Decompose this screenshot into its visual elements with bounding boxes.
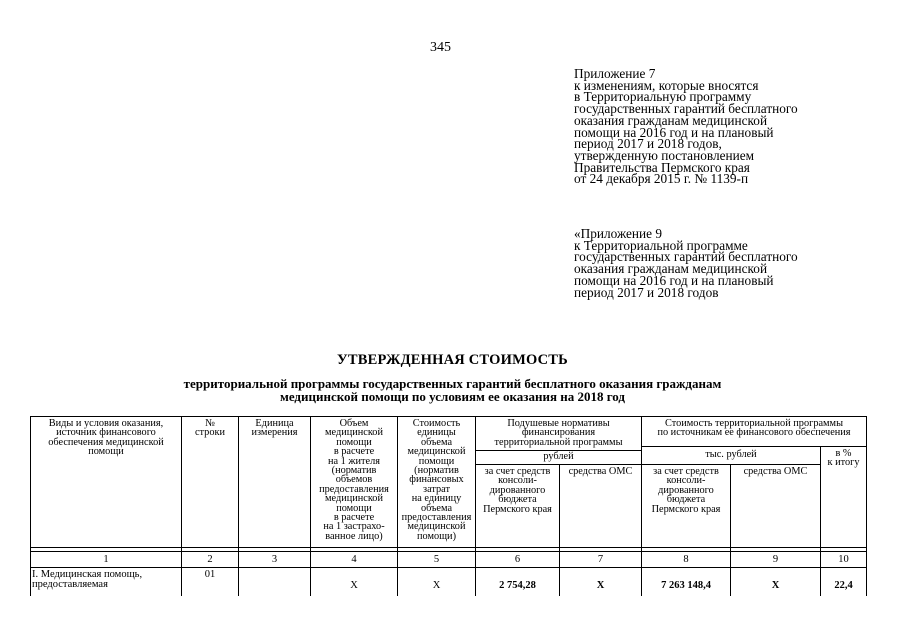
header-line: объема bbox=[420, 436, 453, 448]
header-line: объемов bbox=[335, 474, 373, 486]
table-col-divider bbox=[820, 446, 821, 596]
header-types-of-care bbox=[31, 419, 181, 457]
annex-7-caption bbox=[574, 68, 798, 185]
table-border-top bbox=[30, 416, 866, 417]
header-line: на единицу bbox=[411, 493, 462, 505]
header-line: (норматив bbox=[331, 465, 377, 477]
annex-line: в Территориальную программу bbox=[574, 89, 752, 105]
header-unit bbox=[239, 419, 310, 438]
header-line: в % bbox=[835, 448, 852, 459]
table-rule bbox=[475, 464, 820, 465]
header-line: за счет средств bbox=[484, 466, 551, 477]
header-line: Виды и условия оказания, bbox=[48, 418, 164, 429]
header-line: помощи bbox=[336, 502, 372, 514]
column-number: 8 bbox=[683, 554, 689, 565]
header-line: объема bbox=[420, 502, 453, 514]
annex-line: оказания гражданам медицинской bbox=[574, 261, 768, 277]
header-program-cost bbox=[642, 419, 866, 438]
header-line: за счет средств bbox=[653, 466, 719, 477]
row-name-line: предоставляемая bbox=[32, 579, 108, 590]
annex-line: помощи на 2016 год и на плановый bbox=[574, 272, 774, 288]
annex-line: к Территориальной программе bbox=[574, 237, 748, 253]
row-unit-cost: Х bbox=[432, 580, 441, 591]
header-line: в расчете bbox=[333, 446, 375, 458]
header-line: медицинской bbox=[325, 427, 383, 439]
header-line: бюджета bbox=[498, 494, 537, 506]
annex-line: «Приложение 9 bbox=[574, 226, 662, 241]
table-rule bbox=[641, 446, 866, 447]
header-line: финансовых bbox=[409, 474, 464, 486]
header-line: предоставления bbox=[319, 483, 389, 495]
annex-line: помощи на 2016 год и на плановый bbox=[574, 124, 774, 140]
row-per-capita-oms: Х bbox=[596, 580, 605, 591]
header-per-capita-norms bbox=[476, 419, 641, 447]
header-line: медицинской bbox=[325, 493, 383, 505]
header-line: помощи bbox=[88, 446, 124, 458]
column-number: 7 bbox=[597, 554, 604, 565]
header-line: бюджета bbox=[666, 494, 706, 506]
table-rule bbox=[30, 547, 866, 548]
header-line: Стоимость bbox=[412, 418, 461, 429]
header-line: консоли- bbox=[498, 475, 537, 487]
annex-line: Правительства Пермского края bbox=[574, 159, 750, 175]
header-line: Стоимость территориальной программы bbox=[664, 418, 843, 429]
column-number: 2 bbox=[207, 554, 213, 565]
column-number: 6 bbox=[514, 554, 521, 565]
header-line: (норматив bbox=[414, 465, 459, 477]
header-line: обеспечения медицинской bbox=[48, 436, 164, 448]
header-line: строки bbox=[194, 427, 225, 439]
header-line: к итогу bbox=[827, 457, 860, 469]
annex-line: период 2017 и 2018 годов bbox=[574, 284, 719, 300]
document-subtitle-line1: территориальной программы государственных гарантий бесплатного оказания гражданам bbox=[183, 376, 722, 391]
table-col-divider bbox=[730, 464, 731, 596]
table-col-divider bbox=[559, 464, 560, 596]
header-line: № bbox=[205, 418, 215, 429]
row-percent: 22,4 bbox=[834, 580, 853, 591]
annex-line: утвержденную постановлением bbox=[574, 147, 755, 163]
header-line: консоли- bbox=[666, 475, 706, 487]
annex-line: Приложение 7 bbox=[574, 66, 656, 81]
header-line: по источникам ее финансового обеспечения bbox=[657, 427, 851, 439]
header-unit-thousand-rubles: тыс. рублей bbox=[705, 449, 757, 460]
header-line: на 1 жителя bbox=[328, 455, 380, 467]
header-budget-per-capita bbox=[476, 467, 559, 514]
header-line: единицы bbox=[417, 427, 456, 439]
header-line: источник финансового bbox=[56, 427, 156, 439]
header-line: Единица bbox=[255, 418, 294, 429]
annex-line: государственных гарантий бесплатного bbox=[574, 101, 798, 117]
header-budget-total bbox=[642, 467, 730, 514]
annex-line: государственных гарантий бесплатного bbox=[574, 249, 798, 265]
row-volume: Х bbox=[350, 580, 358, 591]
row-line-number: 01 bbox=[204, 569, 216, 580]
column-number: 5 bbox=[433, 554, 440, 565]
header-line: финансирования bbox=[521, 427, 596, 439]
column-number: 10 bbox=[838, 554, 849, 565]
row-per-capita-budget: 2 754,28 bbox=[499, 580, 536, 591]
header-line: помощи bbox=[336, 436, 372, 448]
header-line: Подушевые нормативы bbox=[507, 418, 610, 429]
header-line: помощи) bbox=[417, 530, 456, 542]
column-number: 1 bbox=[103, 554, 109, 565]
header-percent-of-total bbox=[821, 449, 866, 468]
column-number: 4 bbox=[351, 554, 357, 565]
header-line: дированного bbox=[658, 484, 714, 496]
column-number: 9 bbox=[772, 554, 779, 565]
header-line: Объем bbox=[339, 418, 369, 429]
header-line: ванное лицо) bbox=[325, 530, 383, 542]
header-line: Пермского края bbox=[483, 503, 552, 515]
header-line: дированного bbox=[489, 484, 546, 496]
header-line: на 1 застрахо- bbox=[323, 521, 385, 533]
header-line: затрат bbox=[423, 483, 450, 495]
row-total-budget: 7 263 148,4 bbox=[661, 580, 711, 591]
column-number: 3 bbox=[271, 554, 278, 565]
document-subtitle-line2: медицинской помощи по условиям ее оказания на 2018 год bbox=[279, 389, 626, 404]
table-border-right bbox=[866, 416, 867, 596]
table-col-divider bbox=[238, 416, 239, 596]
header-line: предоставления bbox=[401, 512, 472, 524]
header-volume bbox=[311, 419, 397, 541]
row-total-oms: Х bbox=[771, 580, 780, 591]
header-line: помощи bbox=[418, 455, 455, 467]
header-line: в расчете bbox=[333, 512, 375, 524]
header-unit-rubles: рублей bbox=[543, 451, 574, 462]
header-line: Пермского края bbox=[651, 503, 721, 515]
header-line-number bbox=[182, 419, 238, 438]
row-name bbox=[32, 570, 180, 590]
annex-line: от 24 декабря 2015 г. № 1139-п bbox=[574, 171, 749, 187]
document-title: УТВЕРЖДЕННАЯ СТОИМОСТЬ bbox=[337, 352, 568, 368]
header-oms-per-capita: средства ОМС bbox=[568, 466, 633, 477]
header-line: медицинской bbox=[407, 446, 466, 458]
annex-line: оказания гражданам медицинской bbox=[574, 112, 768, 128]
annex-line: период 2017 и 2018 годов, bbox=[574, 136, 722, 152]
header-line: территориальной программы bbox=[494, 436, 623, 448]
header-oms-total: средства ОМС bbox=[743, 466, 808, 477]
header-line: медицинской bbox=[407, 521, 466, 533]
table-rule bbox=[30, 551, 866, 552]
annex-9-caption bbox=[574, 228, 798, 298]
row-name-line: I. Медицинская помощь, bbox=[32, 569, 143, 580]
table-rule bbox=[30, 567, 866, 568]
header-line: измерения bbox=[251, 427, 298, 439]
page-number: 345 bbox=[430, 40, 451, 55]
header-unit-cost bbox=[398, 419, 475, 541]
annex-line: к изменениям, которые вносятся bbox=[574, 77, 759, 93]
